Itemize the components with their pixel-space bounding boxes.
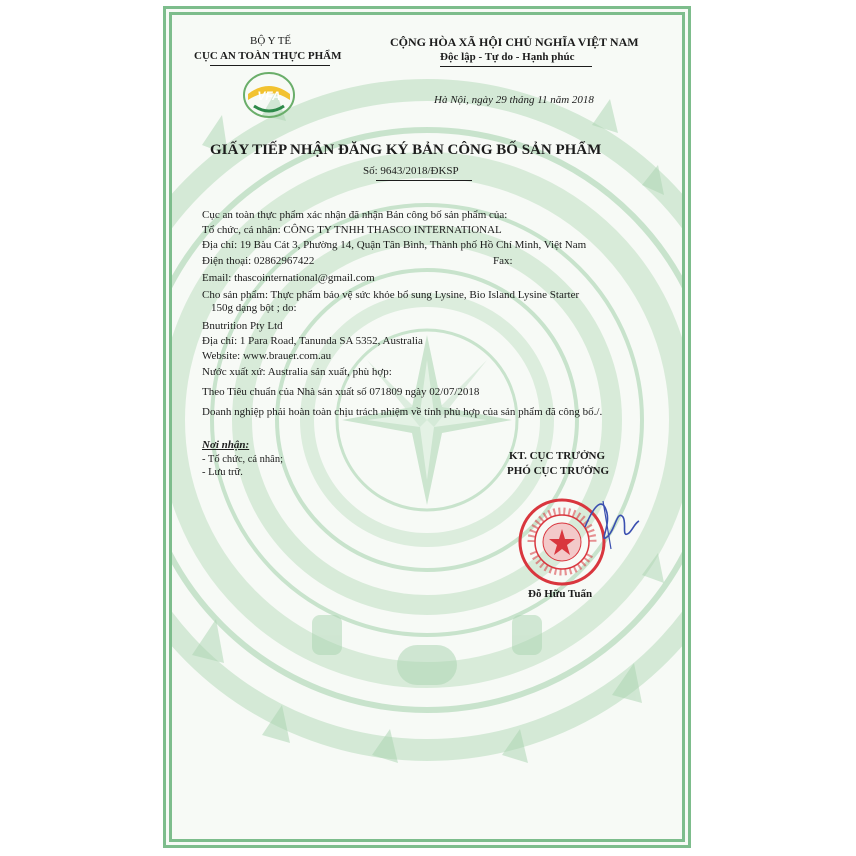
vfa-logo <box>242 70 296 120</box>
body-manufacturer: Bnutrition Pty Ltd <box>202 320 283 332</box>
body-organization: Tổ chức, cá nhân: CÔNG TY TNHH THASCO INTERNATIONAL <box>202 224 502 236</box>
ministry-name: BỘ Y TẾ <box>250 35 292 47</box>
document-number: Số: 9643/2018/ĐKSP <box>363 165 459 177</box>
bronze-drum-background-pattern <box>172 15 682 839</box>
republic-name: CỘNG HÒA XÃ HỘI CHỦ NGHĨA VIỆT NAM <box>390 35 639 49</box>
agency-name: CỤC AN TOÀN THỰC PHẨM <box>194 50 342 62</box>
signer-name: Đỗ Hữu Tuấn <box>528 588 593 600</box>
body-product: Cho sản phẩm: Thực phẩm bảo vệ sức khỏe bổ sung Lysine, Bio Island Lysine Starter <box>202 289 580 301</box>
issue-date: Hà Nội, ngày 29 tháng 11 năm 2018 <box>434 94 594 106</box>
recipients-title: Nơi nhận: <box>202 439 250 451</box>
body-fax: Fax: <box>493 255 513 267</box>
body-standard: Theo Tiêu chuẩn của Nhà sản xuất số 071809 ngày 02/07/2018 <box>202 386 480 398</box>
body-responsibility: Doanh nghiệp phải hoàn toàn chịu trách nhiệm về tính phù hợp của sản phẩm đã công bố./. <box>202 406 603 418</box>
recipient-item: - Lưu trữ. <box>202 467 243 478</box>
agency-underline <box>210 65 330 66</box>
body-website: Website: www.brauer.com.au <box>202 350 332 362</box>
body-manufacturer-address: Địa chỉ: 1 Para Road, Tanunda SA 5352, Australia <box>202 335 423 347</box>
signer-position-line1: KT. CỤC TRƯỞNG <box>509 450 606 462</box>
document-title: GIẤY TIẾP NHẬN ĐĂNG KÝ BẢN CÔNG BỐ SẢN PHẨM <box>210 142 602 158</box>
body-intro: Cục an toàn thực phẩm xác nhận đã nhận Bản công bố sản phẩm của: <box>202 209 508 221</box>
logo-text: VFA <box>257 89 281 103</box>
body-address: Địa chỉ: 19 Bàu Cát 3, Phường 14, Quận Tân Bình, Thành phố Hồ Chí Minh, Việt Nam <box>202 239 587 251</box>
motto-underline <box>440 66 592 67</box>
body-origin: Nước xuất xứ: Australia sản xuất, phù hợp: <box>202 366 392 378</box>
handwritten-signature <box>577 493 641 553</box>
number-underline <box>376 180 472 181</box>
national-motto: Độc lập - Tự do - Hạnh phúc <box>440 51 575 63</box>
body-product-continued: 150g dạng bột ; do: <box>211 302 297 314</box>
recipient-item: - Tổ chức, cá nhân; <box>202 454 284 465</box>
body-email: Email: thascointernational@gmail.com <box>202 272 375 284</box>
body-phone: Điện thoại: 02862967422 <box>202 255 315 267</box>
signer-position-line2: PHÓ CỤC TRƯỞNG <box>507 465 610 477</box>
certificate-page <box>163 6 691 848</box>
